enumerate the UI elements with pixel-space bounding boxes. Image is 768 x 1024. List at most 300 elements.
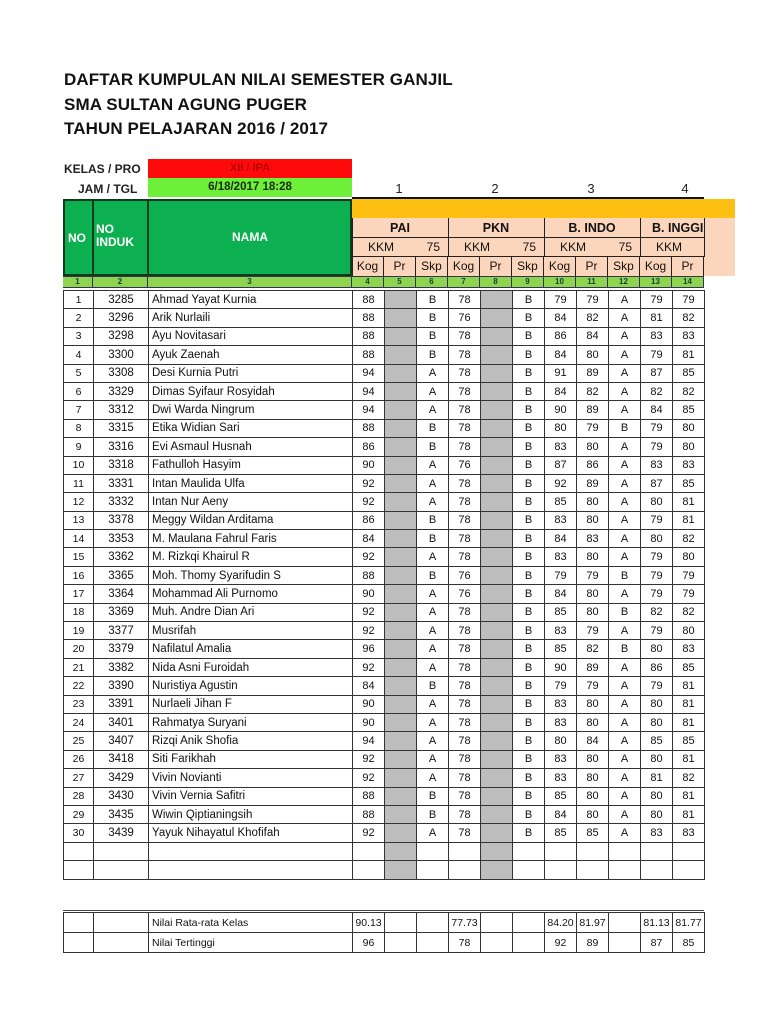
cell-bind-kog[interactable] xyxy=(545,861,577,879)
cell-bind-pr[interactable]: 79 xyxy=(577,566,609,584)
cell-nama[interactable]: M. Rizkqi Khairul R xyxy=(149,548,353,566)
cell-bind-kog[interactable]: 79 xyxy=(545,566,577,584)
cell-induk[interactable]: 3300 xyxy=(94,346,149,364)
cell-pai-skp[interactable] xyxy=(417,861,449,879)
cell-bind-pr[interactable]: 84 xyxy=(577,327,609,345)
cell-pai-skp[interactable]: A xyxy=(417,456,449,474)
cell-induk[interactable]: 3285 xyxy=(94,291,149,309)
cell-bing-pr[interactable]: 83 xyxy=(673,640,705,658)
cell-pkn-skp[interactable]: B xyxy=(513,309,545,327)
cell-bing-pr[interactable]: 83 xyxy=(673,456,705,474)
cell-bind-kog[interactable]: 79 xyxy=(545,677,577,695)
cell-induk[interactable]: 3316 xyxy=(94,438,149,456)
cell-bing-kog[interactable]: 87 xyxy=(641,364,673,382)
cell-bind-pr[interactable]: 80 xyxy=(577,805,609,823)
cell-pai-skp[interactable]: B xyxy=(417,677,449,695)
cell-no[interactable]: 28 xyxy=(64,787,94,805)
cell-induk[interactable]: 3439 xyxy=(94,824,149,842)
cell-pai-kog[interactable]: 92 xyxy=(353,658,385,676)
kelas-value-cell[interactable]: XII / IPA xyxy=(148,159,352,178)
cell-bing-kog[interactable]: 80 xyxy=(641,787,673,805)
cell-pai-skp[interactable]: A xyxy=(417,585,449,603)
summary-value[interactable]: 87 xyxy=(641,933,673,953)
cell-pkn-kog[interactable]: 76 xyxy=(449,456,481,474)
cell-bing-pr[interactable]: 81 xyxy=(673,511,705,529)
cell-pai-skp[interactable]: A xyxy=(417,364,449,382)
cell-pai-kog[interactable]: 92 xyxy=(353,493,385,511)
cell-pai-pr[interactable] xyxy=(385,603,417,621)
cell-bind-skp[interactable]: A xyxy=(609,291,641,309)
cell-pkn-pr[interactable] xyxy=(481,732,513,750)
cell-induk[interactable]: 3391 xyxy=(94,695,149,713)
cell-no[interactable]: 5 xyxy=(64,364,94,382)
cell-bing-pr[interactable]: 80 xyxy=(673,622,705,640)
cell-bind-kog[interactable]: 83 xyxy=(545,695,577,713)
cell-bind-skp[interactable]: A xyxy=(609,622,641,640)
cell-bind-kog[interactable] xyxy=(545,842,577,860)
cell-pai-kog[interactable]: 92 xyxy=(353,824,385,842)
cell-bing-pr[interactable]: 82 xyxy=(673,530,705,548)
cell-bing-kog[interactable]: 83 xyxy=(641,327,673,345)
cell-pai-pr[interactable] xyxy=(385,438,417,456)
cell-pai-skp[interactable]: A xyxy=(417,474,449,492)
cell-nama[interactable]: Meggy Wildan Arditama xyxy=(149,511,353,529)
cell-no[interactable]: 21 xyxy=(64,658,94,676)
cell-no[interactable]: 4 xyxy=(64,346,94,364)
cell-no[interactable]: 27 xyxy=(64,769,94,787)
cell-bing-kog[interactable]: 80 xyxy=(641,640,673,658)
cell-nama[interactable]: Desi Kurnia Putri xyxy=(149,364,353,382)
cell-bind-kog[interactable]: 83 xyxy=(545,750,577,768)
cell-pai-kog[interactable]: 90 xyxy=(353,585,385,603)
cell-bing-kog[interactable]: 83 xyxy=(641,824,673,842)
cell-pkn-pr[interactable] xyxy=(481,382,513,400)
cell-pai-skp[interactable]: B xyxy=(417,805,449,823)
cell-pai-skp[interactable]: B xyxy=(417,511,449,529)
cell-bing-kog[interactable] xyxy=(641,861,673,879)
cell-pkn-skp[interactable]: B xyxy=(513,419,545,437)
cell-pai-kog[interactable]: 84 xyxy=(353,530,385,548)
cell-induk[interactable]: 3390 xyxy=(94,677,149,695)
cell-nama[interactable]: Yayuk Nihayatul Khofifah xyxy=(149,824,353,842)
cell-pai-skp[interactable]: B xyxy=(417,438,449,456)
cell-pkn-kog[interactable]: 78 xyxy=(449,419,481,437)
cell-bind-skp[interactable]: A xyxy=(609,364,641,382)
cell-pai-pr[interactable] xyxy=(385,456,417,474)
cell-pkn-kog[interactable] xyxy=(449,842,481,860)
cell-bind-kog[interactable]: 84 xyxy=(545,585,577,603)
cell-pkn-skp[interactable]: B xyxy=(513,401,545,419)
cell-nama[interactable]: Nafilatul Amalia xyxy=(149,640,353,658)
cell-no[interactable]: 1 xyxy=(64,291,94,309)
cell-bing-pr[interactable]: 80 xyxy=(673,419,705,437)
cell-pkn-kog[interactable]: 78 xyxy=(449,787,481,805)
cell-pkn-pr[interactable] xyxy=(481,861,513,879)
cell-bing-kog[interactable]: 79 xyxy=(641,419,673,437)
cell-pai-skp[interactable]: A xyxy=(417,603,449,621)
cell-pai-kog[interactable]: 86 xyxy=(353,511,385,529)
cell-induk[interactable] xyxy=(94,861,149,879)
cell-pai-pr[interactable] xyxy=(385,732,417,750)
cell-pkn-kog[interactable]: 78 xyxy=(449,603,481,621)
cell-pai-kog[interactable]: 94 xyxy=(353,364,385,382)
cell-induk[interactable]: 3407 xyxy=(94,732,149,750)
cell-pkn-pr[interactable] xyxy=(481,511,513,529)
cell-pai-kog[interactable]: 90 xyxy=(353,713,385,731)
cell-pai-skp[interactable]: A xyxy=(417,493,449,511)
cell-no[interactable]: 19 xyxy=(64,622,94,640)
cell-bind-skp[interactable]: A xyxy=(609,769,641,787)
cell-induk[interactable]: 3312 xyxy=(94,401,149,419)
cell-pkn-kog[interactable]: 78 xyxy=(449,750,481,768)
cell-pkn-kog[interactable]: 78 xyxy=(449,695,481,713)
cell-pkn-skp[interactable]: B xyxy=(513,677,545,695)
cell-pai-pr[interactable] xyxy=(385,493,417,511)
cell-bind-skp[interactable]: A xyxy=(609,401,641,419)
cell-pai-skp[interactable]: B xyxy=(417,309,449,327)
cell-bind-pr[interactable]: 79 xyxy=(577,419,609,437)
cell-bind-pr[interactable]: 79 xyxy=(577,291,609,309)
summary-value[interactable] xyxy=(609,913,641,933)
cell-bind-pr[interactable]: 89 xyxy=(577,401,609,419)
cell-nama[interactable]: Arik Nurlaili xyxy=(149,309,353,327)
cell-pai-kog[interactable]: 90 xyxy=(353,695,385,713)
cell-pkn-pr[interactable] xyxy=(481,842,513,860)
cell-nama[interactable]: Moh. Thomy Syarifudin S xyxy=(149,566,353,584)
cell-bind-skp[interactable]: A xyxy=(609,474,641,492)
cell-nama[interactable]: Etika Widian Sari xyxy=(149,419,353,437)
cell-pkn-skp[interactable]: B xyxy=(513,640,545,658)
cell-pai-pr[interactable] xyxy=(385,805,417,823)
cell-bind-pr[interactable]: 80 xyxy=(577,493,609,511)
cell-pkn-kog[interactable]: 78 xyxy=(449,805,481,823)
cell-bind-skp[interactable]: A xyxy=(609,787,641,805)
cell-bind-kog[interactable]: 83 xyxy=(545,548,577,566)
cell-bind-pr[interactable]: 80 xyxy=(577,713,609,731)
cell-pai-pr[interactable] xyxy=(385,291,417,309)
cell-bing-pr[interactable]: 81 xyxy=(673,787,705,805)
cell-pkn-skp[interactable]: B xyxy=(513,585,545,603)
cell-pai-pr[interactable] xyxy=(385,769,417,787)
cell-no[interactable]: 20 xyxy=(64,640,94,658)
cell-pai-pr[interactable] xyxy=(385,677,417,695)
summary-value[interactable]: 81.77 xyxy=(673,913,705,933)
cell-pkn-pr[interactable] xyxy=(481,805,513,823)
cell-bing-kog[interactable]: 84 xyxy=(641,401,673,419)
cell-bind-skp[interactable] xyxy=(609,842,641,860)
cell-pkn-kog[interactable] xyxy=(449,861,481,879)
cell-bind-pr[interactable]: 79 xyxy=(577,677,609,695)
summary-value[interactable]: 77.73 xyxy=(449,913,481,933)
cell-pkn-skp[interactable]: B xyxy=(513,530,545,548)
cell-pai-skp[interactable]: A xyxy=(417,732,449,750)
cell-pkn-skp[interactable]: B xyxy=(513,732,545,750)
cell-bind-kog[interactable]: 90 xyxy=(545,658,577,676)
cell-pai-kog[interactable]: 96 xyxy=(353,640,385,658)
cell-pkn-pr[interactable] xyxy=(481,291,513,309)
cell-pai-pr[interactable] xyxy=(385,401,417,419)
cell-bing-pr[interactable]: 85 xyxy=(673,401,705,419)
cell-induk[interactable]: 3318 xyxy=(94,456,149,474)
cell-bind-kog[interactable]: 83 xyxy=(545,511,577,529)
cell-pkn-pr[interactable] xyxy=(481,585,513,603)
cell-nama[interactable]: Vivin Vernia Safitri xyxy=(149,787,353,805)
cell-pkn-pr[interactable] xyxy=(481,401,513,419)
cell-induk[interactable]: 3401 xyxy=(94,713,149,731)
cell-pai-pr[interactable] xyxy=(385,382,417,400)
cell-pai-kog[interactable]: 88 xyxy=(353,309,385,327)
cell-pai-skp[interactable]: A xyxy=(417,824,449,842)
cell-bing-pr[interactable]: 79 xyxy=(673,291,705,309)
cell-pkn-kog[interactable]: 76 xyxy=(449,585,481,603)
cell-pkn-kog[interactable]: 78 xyxy=(449,346,481,364)
cell-no[interactable]: 29 xyxy=(64,805,94,823)
summary-value[interactable]: 96 xyxy=(353,933,385,953)
cell-bing-kog[interactable]: 79 xyxy=(641,511,673,529)
cell-induk[interactable]: 3377 xyxy=(94,622,149,640)
cell-pkn-pr[interactable] xyxy=(481,309,513,327)
cell-bind-skp[interactable]: A xyxy=(609,493,641,511)
cell-bind-skp[interactable]: A xyxy=(609,530,641,548)
cell-pai-kog[interactable] xyxy=(353,842,385,860)
summary-value[interactable]: 92 xyxy=(545,933,577,953)
cell-bind-skp[interactable]: B xyxy=(609,419,641,437)
cell-bind-skp[interactable]: A xyxy=(609,805,641,823)
cell-bing-pr[interactable]: 81 xyxy=(673,713,705,731)
cell-no[interactable]: 6 xyxy=(64,382,94,400)
cell-pkn-pr[interactable] xyxy=(481,713,513,731)
cell-nama[interactable]: Nida Asni Furoidah xyxy=(149,658,353,676)
cell-no[interactable]: 8 xyxy=(64,419,94,437)
summary-value[interactable] xyxy=(385,933,417,953)
cell-bind-kog[interactable]: 83 xyxy=(545,713,577,731)
cell-pai-skp[interactable] xyxy=(417,842,449,860)
cell-pkn-pr[interactable] xyxy=(481,419,513,437)
cell-nama[interactable]: Intan Maulida Ulfa xyxy=(149,474,353,492)
cell-bing-kog[interactable]: 80 xyxy=(641,750,673,768)
cell-bind-skp[interactable]: A xyxy=(609,585,641,603)
cell-induk[interactable]: 3379 xyxy=(94,640,149,658)
cell-pkn-skp[interactable]: B xyxy=(513,438,545,456)
cell-induk[interactable]: 3365 xyxy=(94,566,149,584)
cell-pai-pr[interactable] xyxy=(385,695,417,713)
cell-pkn-kog[interactable]: 78 xyxy=(449,732,481,750)
cell-bing-pr[interactable]: 85 xyxy=(673,474,705,492)
cell-induk[interactable]: 3418 xyxy=(94,750,149,768)
cell-nama[interactable]: Nurlaeli Jihan F xyxy=(149,695,353,713)
cell-pai-pr[interactable] xyxy=(385,842,417,860)
cell-bind-skp[interactable]: B xyxy=(609,603,641,621)
cell-bind-kog[interactable]: 86 xyxy=(545,327,577,345)
cell-pkn-pr[interactable] xyxy=(481,474,513,492)
cell-pai-pr[interactable] xyxy=(385,548,417,566)
cell-pkn-pr[interactable] xyxy=(481,456,513,474)
cell-bing-kog[interactable]: 79 xyxy=(641,677,673,695)
cell-pai-skp[interactable]: A xyxy=(417,769,449,787)
cell-pkn-skp[interactable]: B xyxy=(513,805,545,823)
cell-bind-pr[interactable]: 80 xyxy=(577,438,609,456)
cell-pai-skp[interactable]: B xyxy=(417,566,449,584)
cell-no[interactable]: 7 xyxy=(64,401,94,419)
cell-pai-kog[interactable]: 88 xyxy=(353,805,385,823)
cell-bind-skp[interactable]: A xyxy=(609,750,641,768)
cell-pkn-pr[interactable] xyxy=(481,566,513,584)
cell-pai-skp[interactable]: B xyxy=(417,530,449,548)
cell-bind-pr[interactable]: 80 xyxy=(577,750,609,768)
cell-pai-pr[interactable] xyxy=(385,511,417,529)
cell-bing-kog[interactable]: 80 xyxy=(641,695,673,713)
cell-no[interactable]: 15 xyxy=(64,548,94,566)
cell-bind-pr[interactable]: 84 xyxy=(577,732,609,750)
cell-bind-pr[interactable]: 85 xyxy=(577,824,609,842)
cell-pai-skp[interactable]: A xyxy=(417,401,449,419)
cell-pkn-kog[interactable]: 78 xyxy=(449,640,481,658)
cell-no[interactable]: 9 xyxy=(64,438,94,456)
cell-pai-kog[interactable]: 92 xyxy=(353,750,385,768)
summary-value[interactable] xyxy=(513,933,545,953)
cell-pai-kog[interactable]: 88 xyxy=(353,346,385,364)
cell-induk[interactable]: 3308 xyxy=(94,364,149,382)
cell-pkn-skp[interactable]: B xyxy=(513,474,545,492)
cell-induk[interactable]: 3369 xyxy=(94,603,149,621)
cell-nama[interactable]: Musrifah xyxy=(149,622,353,640)
cell-induk[interactable]: 3296 xyxy=(94,309,149,327)
cell-pkn-kog[interactable]: 78 xyxy=(449,327,481,345)
cell-pkn-skp[interactable]: B xyxy=(513,566,545,584)
cell-induk[interactable]: 3315 xyxy=(94,419,149,437)
cell-pkn-skp[interactable]: B xyxy=(513,824,545,842)
cell-pai-pr[interactable] xyxy=(385,474,417,492)
cell-nama[interactable]: Vivin Novianti xyxy=(149,769,353,787)
cell-bind-skp[interactable]: A xyxy=(609,658,641,676)
cell-pai-pr[interactable] xyxy=(385,622,417,640)
cell-pkn-skp[interactable]: B xyxy=(513,750,545,768)
cell-bind-pr[interactable]: 83 xyxy=(577,530,609,548)
cell-no[interactable] xyxy=(64,842,94,860)
cell-pai-pr[interactable] xyxy=(385,327,417,345)
cell-bing-kog[interactable]: 79 xyxy=(641,346,673,364)
cell-nama[interactable]: Evi Asmaul Husnah xyxy=(149,438,353,456)
cell-pkn-kog[interactable]: 78 xyxy=(449,622,481,640)
cell-pai-skp[interactable]: B xyxy=(417,327,449,345)
cell-pai-skp[interactable]: B xyxy=(417,291,449,309)
cell-bind-pr[interactable]: 80 xyxy=(577,695,609,713)
cell-pkn-kog[interactable]: 78 xyxy=(449,677,481,695)
cell-bind-skp[interactable]: A xyxy=(609,456,641,474)
cell-nama[interactable]: Rizqi Anik Shofia xyxy=(149,732,353,750)
cell-bing-pr[interactable]: 81 xyxy=(673,750,705,768)
cell-pai-pr[interactable] xyxy=(385,787,417,805)
cell-bing-kog[interactable]: 83 xyxy=(641,456,673,474)
cell-pai-kog[interactable]: 88 xyxy=(353,419,385,437)
cell-bind-kog[interactable]: 83 xyxy=(545,622,577,640)
cell-no[interactable]: 25 xyxy=(64,732,94,750)
cell-bind-skp[interactable]: A xyxy=(609,511,641,529)
cell-bind-skp[interactable]: A xyxy=(609,713,641,731)
cell-no[interactable]: 26 xyxy=(64,750,94,768)
cell-pkn-skp[interactable]: B xyxy=(513,622,545,640)
summary-value[interactable]: 85 xyxy=(673,933,705,953)
cell-bind-kog[interactable]: 84 xyxy=(545,805,577,823)
cell-pkn-skp[interactable]: B xyxy=(513,769,545,787)
cell-pkn-kog[interactable]: 78 xyxy=(449,824,481,842)
cell-pkn-pr[interactable] xyxy=(481,769,513,787)
cell-pkn-skp[interactable]: B xyxy=(513,787,545,805)
cell-bind-kog[interactable]: 84 xyxy=(545,346,577,364)
cell-bing-pr[interactable]: 82 xyxy=(673,309,705,327)
cell-pkn-skp[interactable]: B xyxy=(513,713,545,731)
cell-pkn-kog[interactable]: 78 xyxy=(449,401,481,419)
cell-nama[interactable]: Rahmatya Suryani xyxy=(149,713,353,731)
cell-pai-pr[interactable] xyxy=(385,419,417,437)
cell-bing-pr[interactable]: 81 xyxy=(673,677,705,695)
cell-induk[interactable]: 3382 xyxy=(94,658,149,676)
cell-nama[interactable]: Mohammad Ali Purnomo xyxy=(149,585,353,603)
cell-pkn-pr[interactable] xyxy=(481,603,513,621)
cell-bind-kog[interactable]: 84 xyxy=(545,530,577,548)
cell-pkn-kog[interactable]: 76 xyxy=(449,309,481,327)
cell-pkn-pr[interactable] xyxy=(481,677,513,695)
cell-bing-pr[interactable]: 85 xyxy=(673,658,705,676)
cell-bind-kog[interactable]: 85 xyxy=(545,640,577,658)
cell-pai-kog[interactable]: 88 xyxy=(353,787,385,805)
cell-pkn-kog[interactable]: 76 xyxy=(449,566,481,584)
cell-induk[interactable]: 3331 xyxy=(94,474,149,492)
cell-no[interactable] xyxy=(64,861,94,879)
cell-bing-pr[interactable] xyxy=(673,861,705,879)
cell-pkn-skp[interactable] xyxy=(513,842,545,860)
cell-bind-skp[interactable]: A xyxy=(609,824,641,842)
cell-pkn-kog[interactable]: 78 xyxy=(449,658,481,676)
cell-pkn-skp[interactable]: B xyxy=(513,327,545,345)
cell-pai-kog[interactable] xyxy=(353,861,385,879)
cell-bing-pr[interactable]: 82 xyxy=(673,382,705,400)
cell-bind-skp[interactable]: B xyxy=(609,640,641,658)
cell-pai-pr[interactable] xyxy=(385,364,417,382)
cell-bind-pr[interactable]: 80 xyxy=(577,548,609,566)
cell-no[interactable]: 11 xyxy=(64,474,94,492)
cell-pai-skp[interactable]: A xyxy=(417,622,449,640)
cell-pai-skp[interactable]: B xyxy=(417,346,449,364)
cell-bind-skp[interactable] xyxy=(609,861,641,879)
cell-pkn-kog[interactable]: 78 xyxy=(449,530,481,548)
cell-no[interactable]: 16 xyxy=(64,566,94,584)
cell-pai-pr[interactable] xyxy=(385,658,417,676)
summary-value[interactable] xyxy=(385,913,417,933)
cell-pai-skp[interactable]: B xyxy=(417,787,449,805)
cell-pkn-skp[interactable]: B xyxy=(513,382,545,400)
cell-bind-pr[interactable]: 82 xyxy=(577,382,609,400)
cell-nama[interactable]: Fathulloh Hasyim xyxy=(149,456,353,474)
cell-bind-kog[interactable]: 80 xyxy=(545,419,577,437)
cell-bind-kog[interactable]: 84 xyxy=(545,382,577,400)
cell-bing-kog[interactable]: 79 xyxy=(641,438,673,456)
cell-pkn-skp[interactable]: B xyxy=(513,364,545,382)
summary-value[interactable] xyxy=(513,913,545,933)
cell-pkn-pr[interactable] xyxy=(481,658,513,676)
cell-bind-skp[interactable]: A xyxy=(609,309,641,327)
cell-bind-skp[interactable]: A xyxy=(609,327,641,345)
cell-pai-kog[interactable]: 90 xyxy=(353,456,385,474)
cell-bind-skp[interactable]: A xyxy=(609,548,641,566)
cell-bing-kog[interactable]: 85 xyxy=(641,732,673,750)
cell-bind-pr[interactable]: 80 xyxy=(577,585,609,603)
cell-pkn-kog[interactable]: 78 xyxy=(449,511,481,529)
cell-pai-pr[interactable] xyxy=(385,530,417,548)
cell-induk[interactable]: 3429 xyxy=(94,769,149,787)
cell-bind-pr[interactable]: 86 xyxy=(577,456,609,474)
cell-no[interactable]: 10 xyxy=(64,456,94,474)
